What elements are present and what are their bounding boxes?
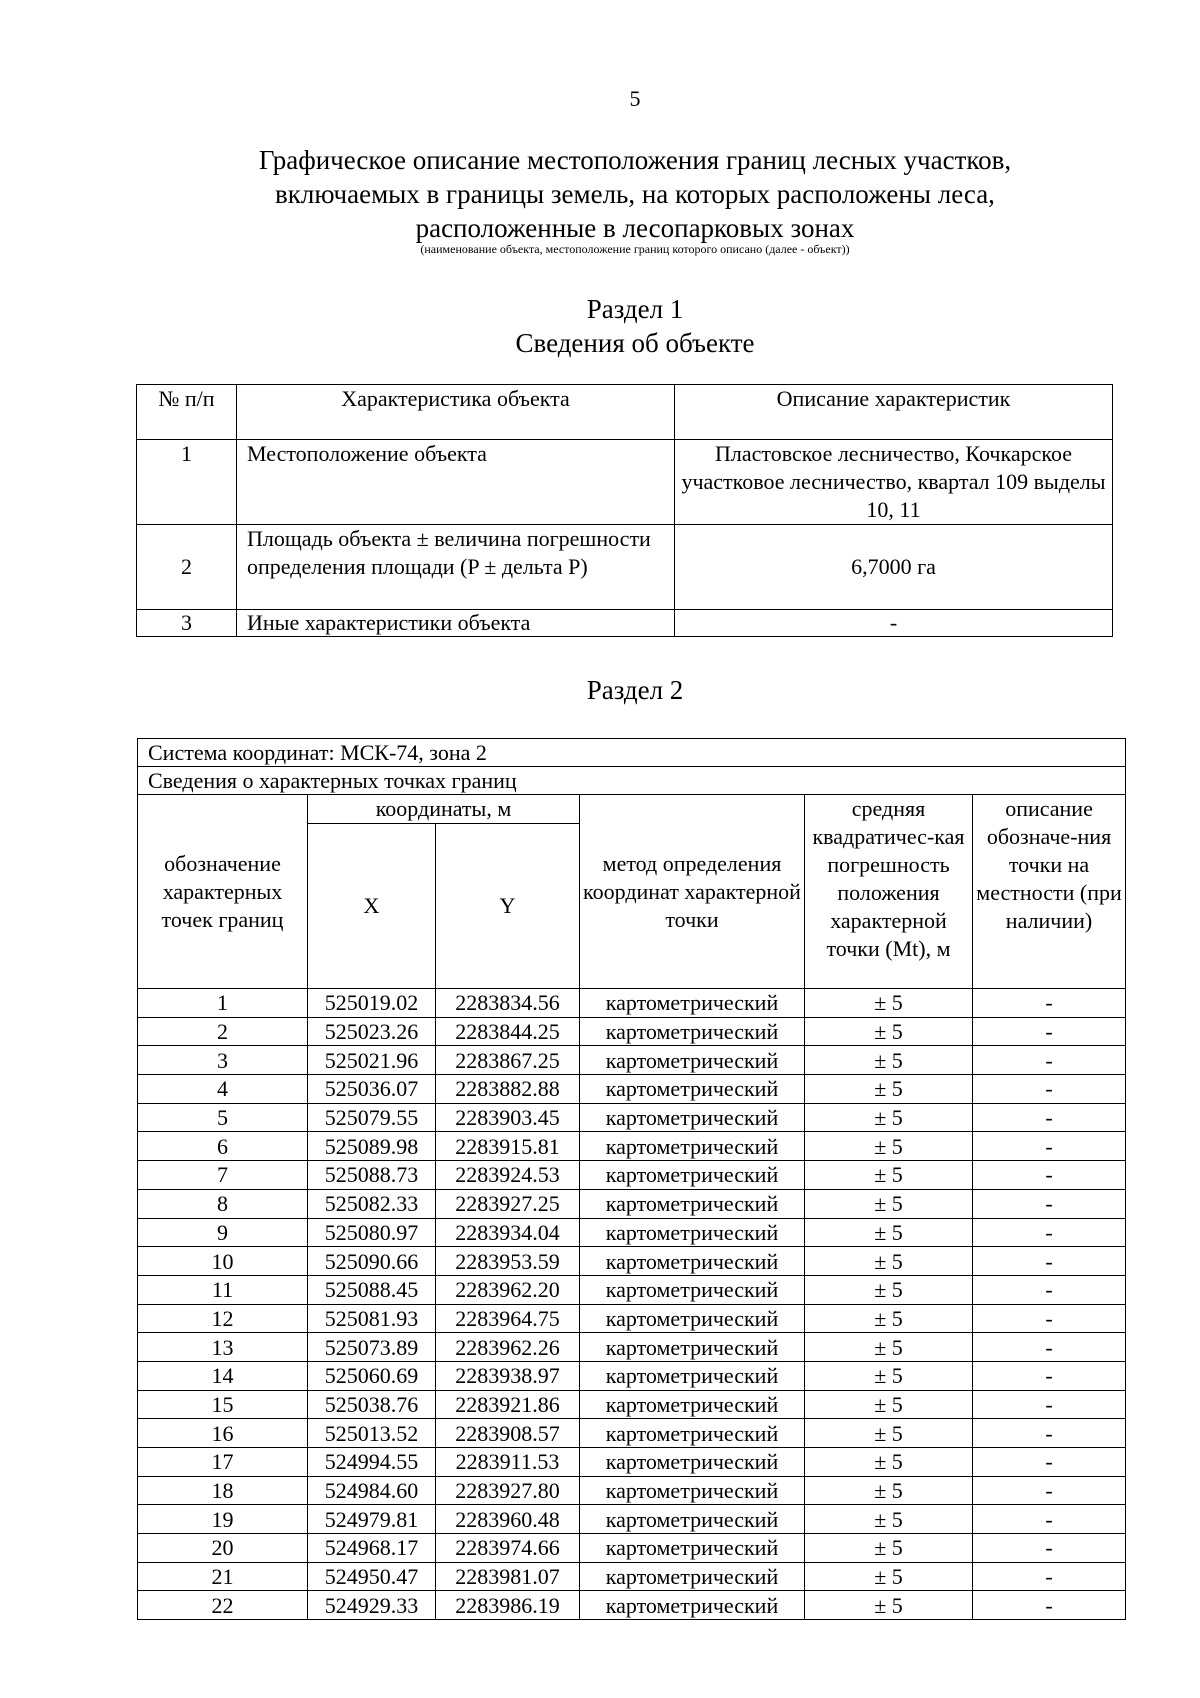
- page-number: 5: [629, 86, 641, 111]
- point-number: 6: [138, 1132, 308, 1161]
- header-error: средняя квадратичес-кая погрешность положения характерной точки (Mt), м: [805, 795, 973, 989]
- point-description: -: [973, 1103, 1126, 1132]
- y-coordinate: 2283915.81: [436, 1132, 580, 1161]
- object-table-header: [137, 385, 1113, 440]
- point-number: 3: [138, 1046, 308, 1075]
- point-number: 9: [138, 1218, 308, 1247]
- y-coordinate: 2283911.53: [436, 1448, 580, 1477]
- section-1-heading: [150, 292, 1120, 360]
- point-number: 7: [138, 1161, 308, 1190]
- table-row: [137, 440, 1113, 525]
- point-number: 21: [138, 1562, 308, 1591]
- row-num: 2: [137, 525, 237, 610]
- row-description: Пластовское лесничество, Кочкарское участковое лесничество, квартал 109 выделы 10, 11: [675, 440, 1113, 525]
- point-description: -: [973, 1448, 1126, 1477]
- method: картометрический: [580, 1189, 805, 1218]
- error: ± 5: [805, 1075, 973, 1104]
- point-description: -: [973, 1562, 1126, 1591]
- row-num: 1: [137, 440, 237, 525]
- point-description: -: [973, 1591, 1126, 1620]
- point-number: 4: [138, 1075, 308, 1104]
- point-description: -: [973, 989, 1126, 1018]
- table-row: [138, 1189, 1126, 1218]
- table-row: [138, 1419, 1126, 1448]
- point-number: 5: [138, 1103, 308, 1132]
- error: ± 5: [805, 1218, 973, 1247]
- table-row: [138, 1562, 1126, 1591]
- error: ± 5: [805, 1161, 973, 1190]
- y-coordinate: 2283981.07: [436, 1562, 580, 1591]
- x-coordinate: 524994.55: [308, 1448, 436, 1477]
- method: картометрический: [580, 1390, 805, 1419]
- method: картометрический: [580, 1591, 805, 1620]
- point-description: -: [973, 1017, 1126, 1046]
- coordinate-system: Система координат: МСК-74, зона 2: [138, 739, 1126, 767]
- coords-header-row-1: [138, 795, 1126, 824]
- point-description: -: [973, 1361, 1126, 1390]
- y-coordinate: 2283974.66: [436, 1534, 580, 1563]
- row-characteristic: Иные характеристики объекта: [237, 610, 675, 637]
- point-description: -: [973, 1534, 1126, 1563]
- x-coordinate: 525036.07: [308, 1075, 436, 1104]
- method: картометрический: [580, 989, 805, 1018]
- table-row: [138, 1390, 1126, 1419]
- error: ± 5: [805, 1534, 973, 1563]
- point-number: 8: [138, 1189, 308, 1218]
- y-coordinate: 2283921.86: [436, 1390, 580, 1419]
- header-method: метод определения координат характерной точки: [580, 795, 805, 989]
- method: картометрический: [580, 1247, 805, 1276]
- point-number: 2: [138, 1017, 308, 1046]
- table-row: [138, 1218, 1126, 1247]
- point-number: 18: [138, 1476, 308, 1505]
- points-title: Сведения о характерных точках границ: [138, 767, 1126, 795]
- table-row: [137, 525, 1113, 610]
- point-description: -: [973, 1333, 1126, 1362]
- x-coordinate: 525079.55: [308, 1103, 436, 1132]
- y-coordinate: 2283927.80: [436, 1476, 580, 1505]
- title-line-3: расположенные в лесопарковых зонах: [415, 213, 855, 243]
- points-title-row: [138, 767, 1126, 795]
- error: ± 5: [805, 1419, 973, 1448]
- method: картометрический: [580, 1448, 805, 1477]
- y-coordinate: 2283986.19: [436, 1591, 580, 1620]
- header-point: обозначение характерных точек границ: [138, 795, 308, 989]
- x-coordinate: 524979.81: [308, 1505, 436, 1534]
- error: ± 5: [805, 1275, 973, 1304]
- table-row: [138, 1247, 1126, 1276]
- x-coordinate: 524929.33: [308, 1591, 436, 1620]
- point-number: 11: [138, 1275, 308, 1304]
- x-coordinate: 525090.66: [308, 1247, 436, 1276]
- point-description: -: [973, 1505, 1126, 1534]
- point-description: -: [973, 1275, 1126, 1304]
- point-description: -: [973, 1247, 1126, 1276]
- y-coordinate: 2283867.25: [436, 1046, 580, 1075]
- point-number: 19: [138, 1505, 308, 1534]
- point-description: -: [973, 1218, 1126, 1247]
- table-row: [138, 1075, 1126, 1104]
- point-description: -: [973, 1390, 1126, 1419]
- coordinate-system-row: [138, 739, 1126, 767]
- header-coords: координаты, м: [308, 795, 580, 824]
- y-coordinate: 2283924.53: [436, 1161, 580, 1190]
- error: ± 5: [805, 1448, 973, 1477]
- method: картометрический: [580, 1419, 805, 1448]
- method: картометрический: [580, 1103, 805, 1132]
- x-coordinate: 525060.69: [308, 1361, 436, 1390]
- x-coordinate: 525082.33: [308, 1189, 436, 1218]
- x-coordinate: 525088.45: [308, 1275, 436, 1304]
- error: ± 5: [805, 1505, 973, 1534]
- method: картометрический: [580, 1476, 805, 1505]
- x-coordinate: 524950.47: [308, 1562, 436, 1591]
- point-description: -: [973, 1075, 1126, 1104]
- section-1-subtitle: Сведения об объекте: [515, 328, 755, 358]
- table-row: [138, 1333, 1126, 1362]
- x-coordinate: 524984.60: [308, 1476, 436, 1505]
- error: ± 5: [805, 1247, 973, 1276]
- error: ± 5: [805, 1189, 973, 1218]
- table-row: [138, 1275, 1126, 1304]
- point-number: 22: [138, 1591, 308, 1620]
- row-characteristic: Площадь объекта ± величина погрешности определения площади (P ± дельта P): [237, 525, 675, 610]
- point-description: -: [973, 1046, 1126, 1075]
- header-num: № п/п: [137, 385, 237, 440]
- title-line-1: Графическое описание местоположения границ лесных участков,: [258, 145, 1012, 175]
- error: ± 5: [805, 1562, 973, 1591]
- method: картометрический: [580, 1562, 805, 1591]
- x-coordinate: 525081.93: [308, 1304, 436, 1333]
- table-row: [137, 610, 1113, 637]
- x-coordinate: 525019.02: [308, 989, 436, 1018]
- point-number: 17: [138, 1448, 308, 1477]
- table-row: [138, 1448, 1126, 1477]
- y-coordinate: 2283927.25: [436, 1189, 580, 1218]
- x-coordinate: 525088.73: [308, 1161, 436, 1190]
- error: ± 5: [805, 1361, 973, 1390]
- method: картометрический: [580, 1161, 805, 1190]
- row-description: 6,7000 га: [675, 525, 1113, 610]
- method: картометрический: [580, 1333, 805, 1362]
- method: картометрический: [580, 1046, 805, 1075]
- error: ± 5: [805, 1017, 973, 1046]
- y-coordinate: 2283938.97: [436, 1361, 580, 1390]
- error: ± 5: [805, 1333, 973, 1362]
- point-number: 10: [138, 1247, 308, 1276]
- header-description: Описание характеристик: [675, 385, 1113, 440]
- error: ± 5: [805, 1103, 973, 1132]
- x-coordinate: 525013.52: [308, 1419, 436, 1448]
- x-coordinate: 525021.96: [308, 1046, 436, 1075]
- table-row: [138, 1361, 1126, 1390]
- x-coordinate: 525023.26: [308, 1017, 436, 1046]
- table-row: [138, 1132, 1126, 1161]
- error: ± 5: [805, 1390, 973, 1419]
- method: картометрический: [580, 1275, 805, 1304]
- point-description: -: [973, 1304, 1126, 1333]
- table-row: [138, 1505, 1126, 1534]
- point-number: 15: [138, 1390, 308, 1419]
- error: ± 5: [805, 989, 973, 1018]
- y-coordinate: 2283953.59: [436, 1247, 580, 1276]
- point-number: 16: [138, 1419, 308, 1448]
- y-coordinate: 2283844.25: [436, 1017, 580, 1046]
- section-1-title: Раздел 1: [586, 294, 684, 324]
- header-point-description: описание обозначе-ния точки на местности (при наличии): [973, 795, 1126, 989]
- method: картометрический: [580, 1534, 805, 1563]
- header-characteristic: Характеристика объекта: [237, 385, 675, 440]
- boundary-points-table: [137, 738, 1126, 1620]
- error: ± 5: [805, 1304, 973, 1333]
- table-row: [138, 1476, 1126, 1505]
- point-description: -: [973, 1132, 1126, 1161]
- y-coordinate: 2283964.75: [436, 1304, 580, 1333]
- method: картометрический: [580, 1304, 805, 1333]
- section-2-heading: Раздел 2: [586, 675, 684, 705]
- title-note: (наименование объекта, местоположение границ которого описано (далее - объект)): [420, 242, 850, 256]
- x-coordinate: 525089.98: [308, 1132, 436, 1161]
- point-description: -: [973, 1189, 1126, 1218]
- x-coordinate: 525080.97: [308, 1218, 436, 1247]
- y-coordinate: 2283934.04: [436, 1218, 580, 1247]
- point-description: -: [973, 1476, 1126, 1505]
- row-description: -: [675, 610, 1113, 637]
- table-row: [138, 1161, 1126, 1190]
- header-y: Y: [436, 824, 580, 989]
- y-coordinate: 2283908.57: [436, 1419, 580, 1448]
- table-row: [138, 1304, 1126, 1333]
- error: ± 5: [805, 1132, 973, 1161]
- table-row: [138, 1534, 1126, 1563]
- error: ± 5: [805, 1476, 973, 1505]
- method: картометрический: [580, 1132, 805, 1161]
- table-row: [138, 1046, 1126, 1075]
- x-coordinate: 525073.89: [308, 1333, 436, 1362]
- table-row: [138, 1103, 1126, 1132]
- table-row: [138, 1017, 1126, 1046]
- point-number: 1: [138, 989, 308, 1018]
- method: картометрический: [580, 1017, 805, 1046]
- y-coordinate: 2283882.88: [436, 1075, 580, 1104]
- y-coordinate: 2283834.56: [436, 989, 580, 1018]
- point-number: 20: [138, 1534, 308, 1563]
- header-x: X: [308, 824, 436, 989]
- point-number: 12: [138, 1304, 308, 1333]
- point-description: -: [973, 1419, 1126, 1448]
- y-coordinate: 2283960.48: [436, 1505, 580, 1534]
- point-number: 14: [138, 1361, 308, 1390]
- method: картометрический: [580, 1218, 805, 1247]
- object-info-table: [136, 384, 1113, 637]
- point-number: 13: [138, 1333, 308, 1362]
- x-coordinate: 525038.76: [308, 1390, 436, 1419]
- error: ± 5: [805, 1591, 973, 1620]
- table-row: [138, 1591, 1126, 1620]
- coordinate-rows: [138, 989, 1126, 1620]
- row-characteristic: Местоположение объекта: [237, 440, 675, 525]
- y-coordinate: 2283962.20: [436, 1275, 580, 1304]
- error: ± 5: [805, 1046, 973, 1075]
- row-num: 3: [137, 610, 237, 637]
- title-line-2: включаемых в границы земель, на которых расположены леса,: [275, 179, 995, 209]
- method: картометрический: [580, 1361, 805, 1390]
- point-description: -: [973, 1161, 1126, 1190]
- method: картометрический: [580, 1505, 805, 1534]
- document-title: [150, 143, 1120, 245]
- y-coordinate: 2283962.26: [436, 1333, 580, 1362]
- table-row: [138, 989, 1126, 1018]
- y-coordinate: 2283903.45: [436, 1103, 580, 1132]
- method: картометрический: [580, 1075, 805, 1104]
- x-coordinate: 524968.17: [308, 1534, 436, 1563]
